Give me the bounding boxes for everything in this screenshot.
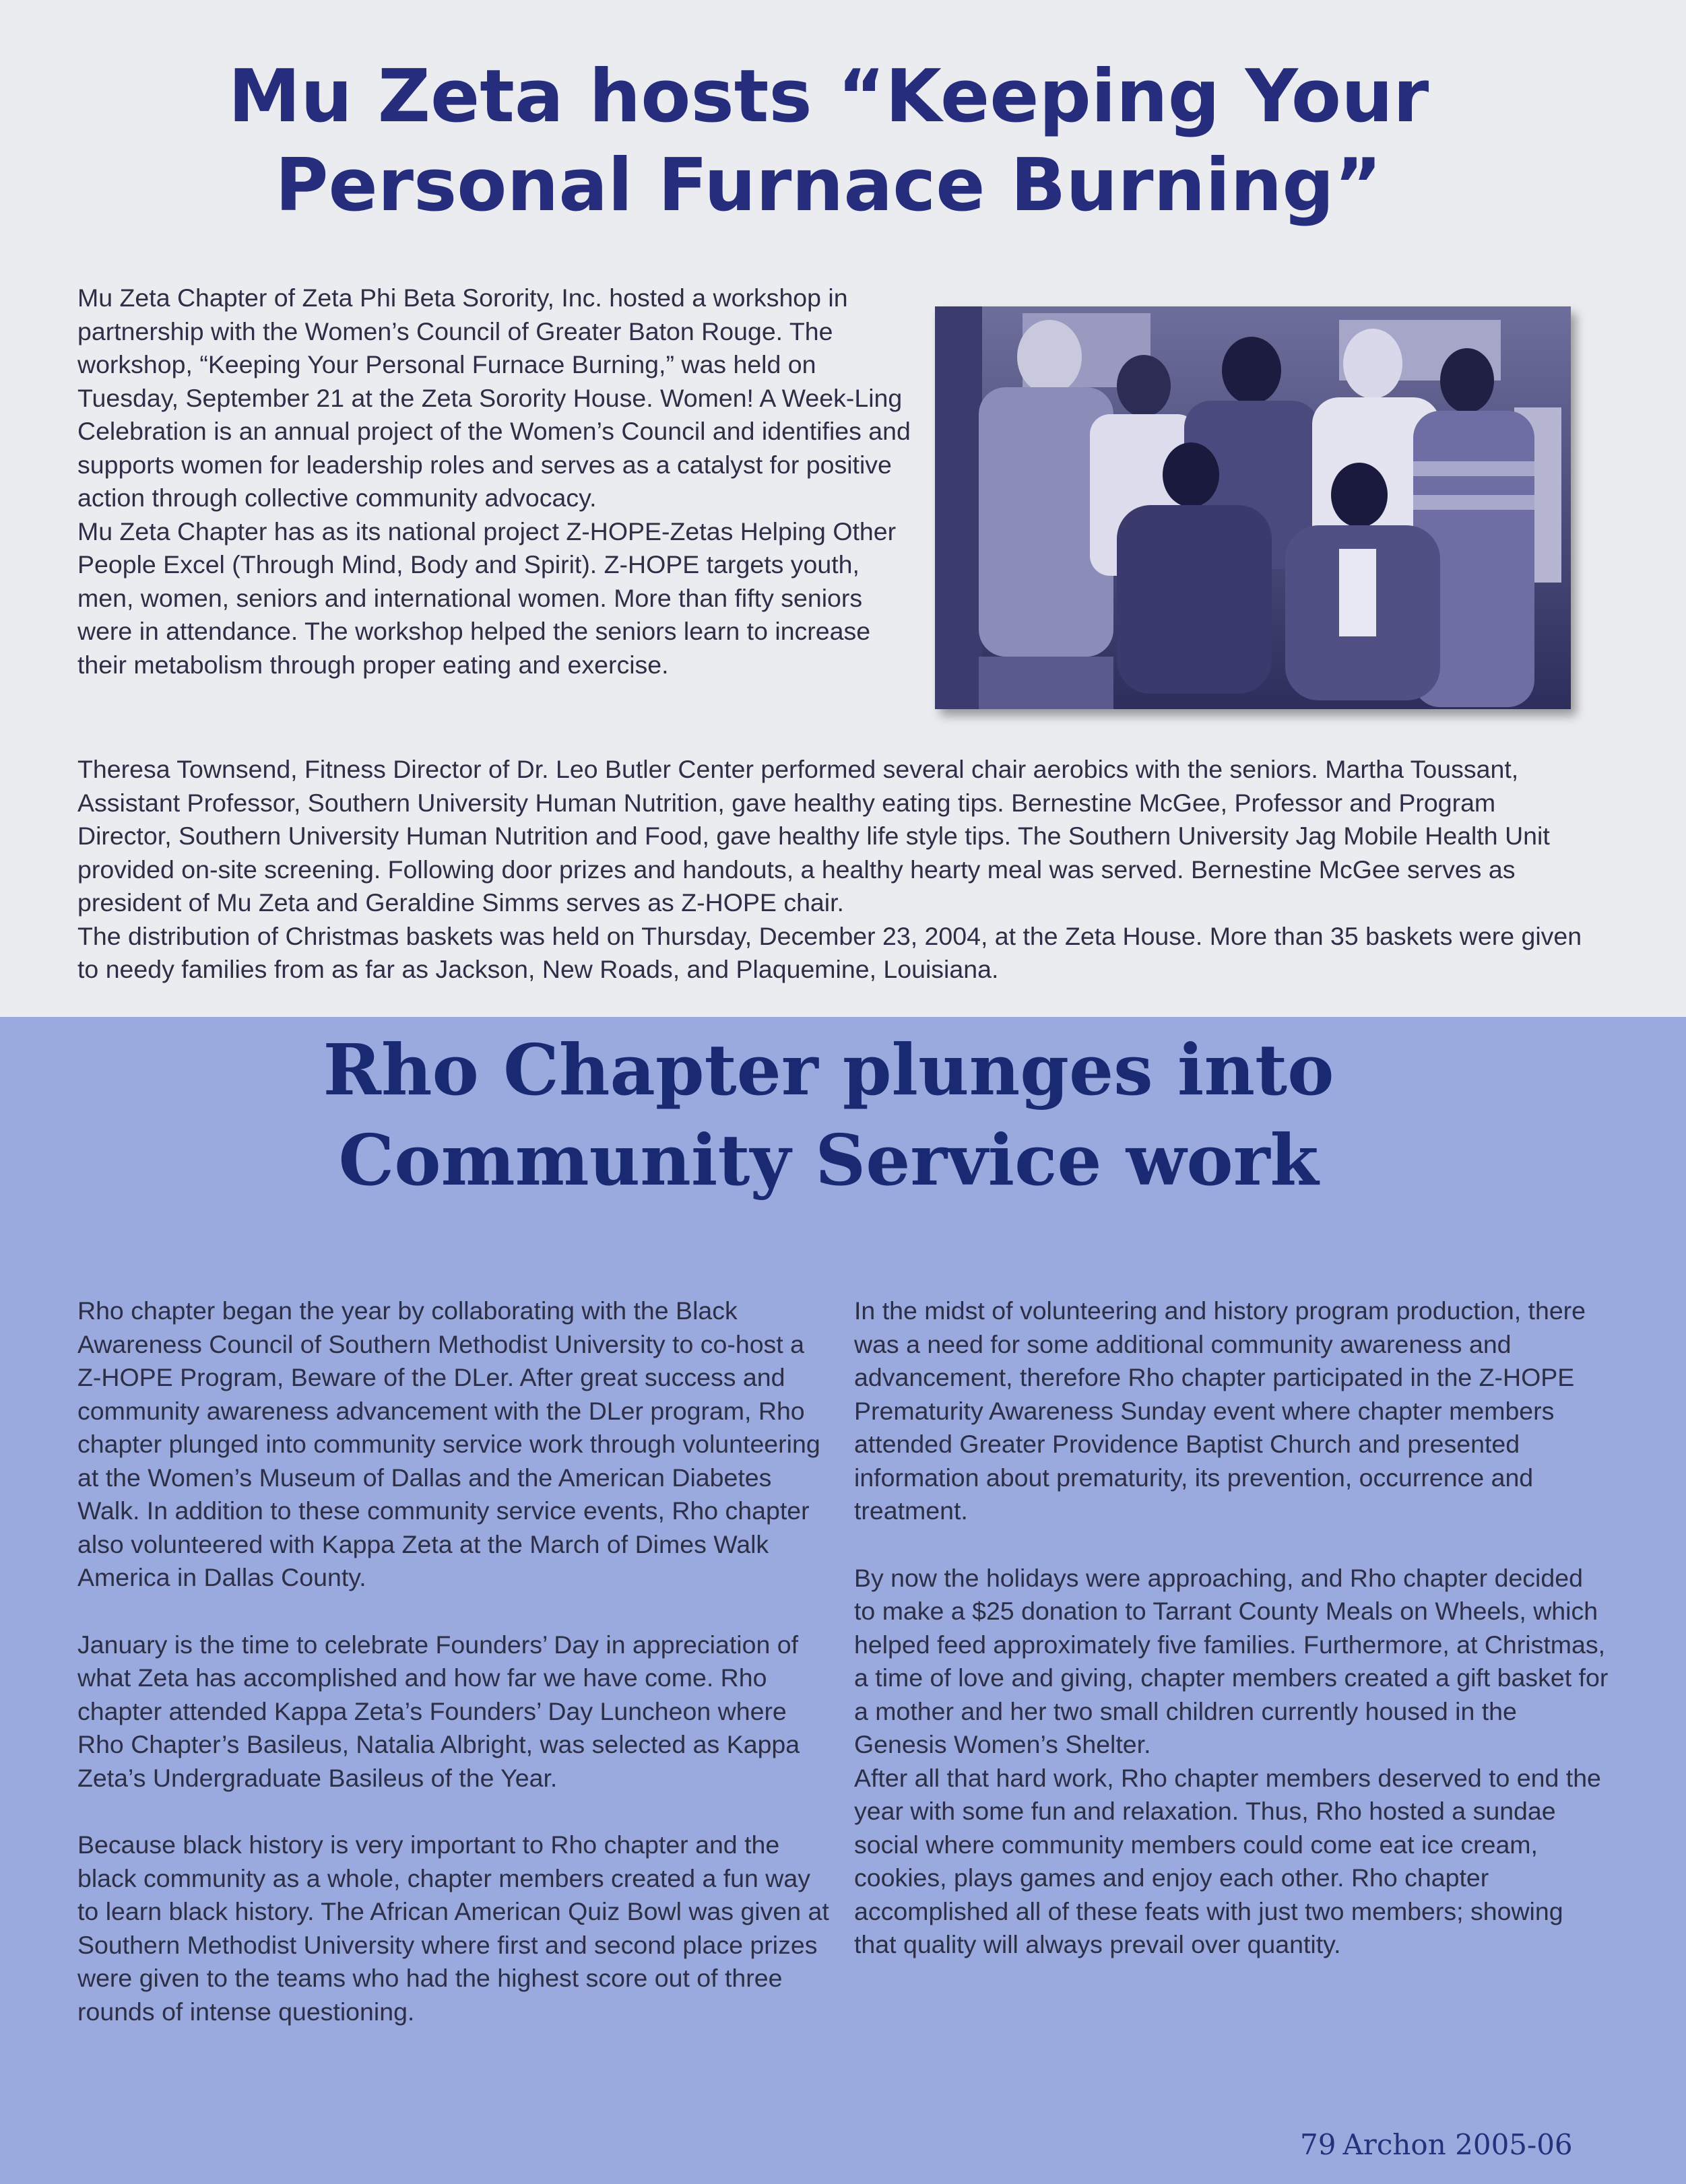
- page-footer: [1300, 2128, 1603, 2161]
- article1-intro-text: [77, 282, 919, 682]
- article1-paragraph-2: Mu Zeta Chapter has as its national project Z-HOPE-Zetas Helping Other People Excel (Through Mind, Body and Spirit). Z-HOPE targets youth, men, women, seniors and international women. More than fifty seniors were in attendance. The workshop helped the seniors learn to increase their metabolism through proper eating and exercise.: [77, 517, 897, 679]
- article2-paragraph-6: After all that hard work, Rho chapter members deserved to end the year with some fun and relaxation. Thus, Rho hosted a sundae social where community members could come eat ice cream, cookies, plays games and enjoy each other. Rho chapter accomplished all of these feats with just two members; showing that quality will always prevail over quantity.: [854, 1763, 1601, 1958]
- article1-headline: Mu Zeta hosts “Keeping Your Personal Furnace Burning”: [228, 55, 1429, 228]
- article2-column-left: [77, 1294, 832, 2028]
- paragraph-gap: [77, 1795, 832, 1828]
- publication-name: Archon 2005-06: [1342, 2128, 1573, 2161]
- article2-paragraph-4: In the midst of volunteering and history program production, there was a need for some additional community awareness and advancement, therefore Rho chapter participated in the Z-HOPE Prematurity Awareness Sunday event where chapter members attended Greater Providence Baptist Church and presented information about prematurity, its prevention, occurrence and treatment.: [854, 1296, 1586, 1525]
- article1-paragraph-1: Mu Zeta Chapter of Zeta Phi Beta Sorority, Inc. hosted a workshop in partnership with the Women’s Council of Greater Baton Rouge. The workshop, “Keeping Your Personal Furnace Burning,” was held on Tuesday, September 21 at the Zeta Sorority House. Women! A Week-Ling Celebration is an annual project of the Women’s Council and identifies and supports women for leadership roles and serves as a catalyst for positive action through collective community advocacy.: [77, 284, 911, 512]
- group-photo: [935, 306, 1571, 709]
- article2-paragraph-2: January is the time to celebrate Founders’ Day in appreciation of what Zeta has accomplished and how far we have come. Rho chapter attended Kappa Zeta’s Founders’ Day Luncheon where Rho Chapter’s Basileus, Natalia Albright, was selected as Kappa Zeta’s Undergraduate Basileus of the Year.: [77, 1630, 800, 1792]
- article2-paragraph-1: Rho chapter began the year by collaborating with the Black Awareness Council of Southern Methodist University to co-host a Z-HOPE Program, Beware of the DLer. After great success and community awareness advancement with the DLer program, Rho chapter plunged into community service work through volunteering at the Women’s Museum of Dallas and the American Diabetes Walk. In addition to these community service events, Rho chapter also volunteered with Kappa Zeta at the March of Dimes Walk America in Dallas County.: [77, 1296, 820, 1591]
- article2-column-right: [854, 1294, 1609, 1962]
- page-number: 79: [1300, 2128, 1336, 2161]
- article2-headline: Rho Chapter plunges into Community Service work: [323, 1028, 1334, 1201]
- article2-paragraph-5: By now the holidays were approaching, and Rho chapter decided to make a $25 donation to Tarrant County Meals on Wheels, which helped feed approximately five families. Furthermore, at Christmas, a time of love and giving, chapter members created a gift basket for a mother and her two small children currently housed in the Genesis Women’s Shelter.: [854, 1563, 1609, 1758]
- group-photo-image: [935, 306, 1571, 709]
- article2-paragraph-3: Because black history is very important to Rho chapter and the black community as a whole, chapter members created a fun way to learn black history. The African American Quiz Bowl was given at Southern Methodist University where first and second place prizes were given to the teams who had the highest score out of three rounds of intense questioning.: [77, 1830, 829, 2026]
- paragraph-gap: [854, 1528, 1609, 1562]
- article1-body-text: [77, 753, 1586, 987]
- paragraph-gap: [77, 1595, 832, 1628]
- article1-paragraph-3: Theresa Townsend, Fitness Director of Dr. Leo Butler Center performed several chair aerobics with the seniors. Martha Toussant, Assistant Professor, Southern University Human Nutrition, gave healthy eating tips. Bernestine McGee, Professor and Program Director, Southern University Human Nutrition and Food, gave healthy life style tips. The Southern University Jag Mobile Health Unit provided on-site screening. Following door prizes and handouts, a healthy hearty meal was served. Bernestine McGee serves as president of Mu Zeta and Geraldine Simms serves as Z-HOPE chair.: [77, 755, 1550, 917]
- article1-paragraph-4: The distribution of Christmas baskets was held on Thursday, December 23, 2004, at the Zeta House. More than 35 baskets were given to needy families from as far as Jackson, New Roads, and Plaquemine, Louisiana.: [77, 921, 1582, 983]
